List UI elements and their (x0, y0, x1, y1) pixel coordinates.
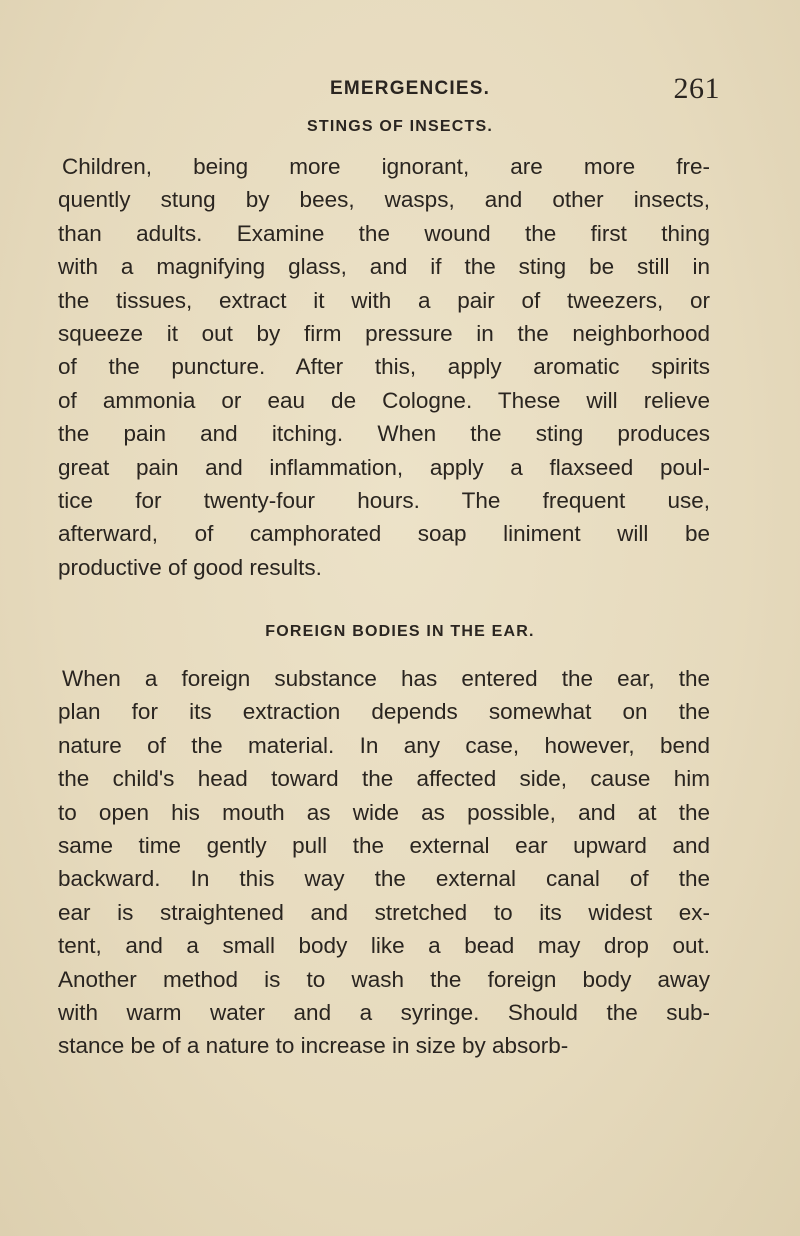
text-line: When a foreign substance has entered the ear, the (62, 666, 710, 691)
running-head: EMERGENCIES. (330, 78, 491, 99)
text-line: same time gently pull the external ear upward and (58, 833, 710, 859)
page-number: 261 (673, 72, 720, 105)
text-line: quently stung by bees, wasps, and other insects, (58, 187, 710, 213)
paragraph-ear (58, 662, 710, 1063)
text-line: ear is straightened and stretched to its widest ex- (58, 899, 710, 925)
section-heading-ear: FOREIGN BODIES IN THE EAR. (265, 623, 535, 640)
text-line: Children, being more ignorant, are more fre- (62, 154, 710, 179)
text-line: tent, and a small body like a bead may drop out. (58, 933, 710, 959)
text-line: productive of good results. (58, 554, 322, 580)
text-line: the pain and itching. When the sting produces (58, 421, 710, 447)
text-line: nature of the material. In any case, however, bend (58, 732, 710, 758)
text-line: tice for twenty-four hours. The frequent use, (58, 488, 710, 514)
text-line: with warm water and a syringe. Should the sub- (58, 1000, 710, 1026)
text-line: with a magnifying glass, and if the sting be still in (58, 254, 710, 280)
text-line: to open his mouth as wide as possible, and at the (58, 799, 710, 825)
section-heading-stings: STINGS OF INSECTS. (306, 118, 494, 135)
text-line: the child's head toward the affected side, cause him (58, 766, 710, 792)
text-line: of the puncture. After this, apply aromatic spirits (58, 354, 710, 380)
paragraph-stings (58, 150, 710, 584)
text-line: plan for its extraction depends somewhat on the (58, 699, 710, 725)
text-line: the tissues, extract it with a pair of tweezers, or (58, 287, 710, 313)
page-header (60, 72, 740, 112)
text-line: stance be of a nature to increase in size by absorb- (58, 1033, 569, 1059)
text-line: Another method is to wash the foreign body away (58, 966, 710, 992)
text-line: backward. In this way the external canal of the (58, 866, 710, 892)
text-line: great pain and inflammation, apply a flaxseed poul- (58, 454, 710, 480)
text-line: squeeze it out by firm pressure in the neighborhood (58, 321, 710, 347)
text-line: than adults. Examine the wound the first thing (58, 220, 710, 246)
text-line: of ammonia or eau de Cologne. These will relieve (58, 387, 710, 413)
text-line: afterward, of camphorated soap liniment will be (58, 521, 710, 547)
